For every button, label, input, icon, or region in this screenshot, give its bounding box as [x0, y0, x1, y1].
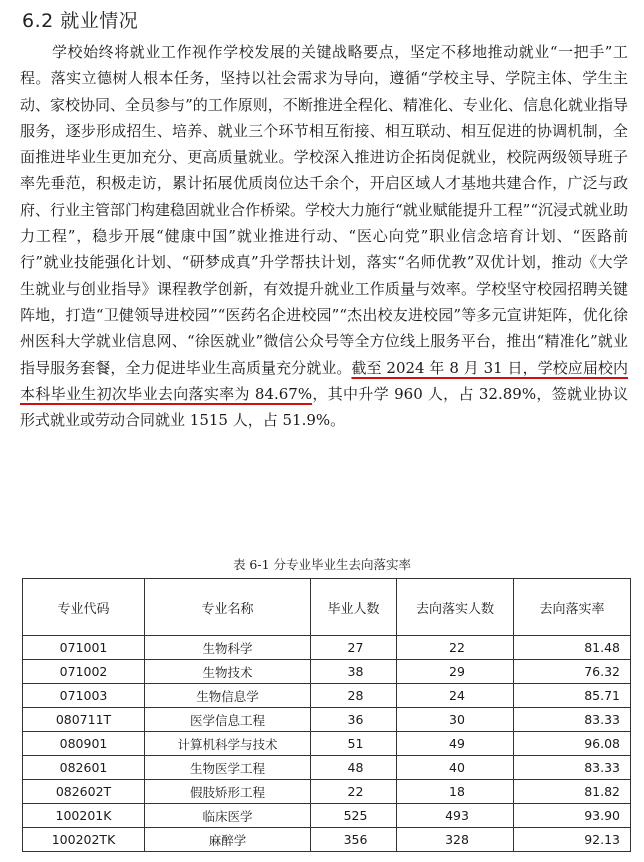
table-row [23, 684, 631, 708]
cell-major-code: 082602T [23, 780, 145, 804]
cell-graduates: 356 [311, 828, 397, 852]
table-row [23, 708, 631, 732]
cell-major-name: 医学信息工程 [145, 708, 311, 732]
cell-graduates: 48 [311, 756, 397, 780]
table-row [23, 732, 631, 756]
cell-major-code: 071003 [23, 684, 145, 708]
cell-graduates: 525 [311, 804, 397, 828]
cell-graduates: 22 [311, 780, 397, 804]
cell-major-name: 麻醉学 [145, 828, 311, 852]
cell-graduates: 38 [311, 660, 397, 684]
paragraph-text-end: ，其中升学 960 人，占 32.89%，签就业协议形式就业或劳动合同就业 1515 人，占 51.9%。 [20, 384, 628, 430]
cell-rate: 83.33 [514, 708, 631, 732]
cell-major-name: 生物科学 [145, 636, 311, 660]
cell-major-code: 082601 [23, 756, 145, 780]
cell-major-name: 假肢矫形工程 [145, 780, 311, 804]
cell-major-code: 071001 [23, 636, 145, 660]
paragraph-text: 学校始终将就业工作视作学校发展的关键战略要点，坚定不移地推动就业“一把手”工程。落实立德树人根本任务，坚持以社会需求为导向，遵循“学校主导、学院主体、学生主动、家校协同、全员参与”的工作原则，不断推进全程化、精准化、专业化、信息化就业指导服务，逐步形成招生、培养、就业三个环节相互衔接、相互联动、相互促进的协调机制，全面推进毕业生更加充分、更高质量就业。学校深入推进访企拓岗促就业，校院两级领导班子率先垂范，积极走访，累计拓展优质岗位达千余个，开启区域人才基地共建合作，广泛与政府、行业主管部门构建稳固就业合作桥梁。学校大力施行“就业赋能提升工程”“沉浸式就业助力工程”，稳步开展“健康中国”就业推进行动、“医心向党”职业信念培育计划、“医路前行”就业技能强化计划、“研梦成真”升学帮扶计划，落实“名师优教”双优计划，推动《大学生就业与创业指导》课程教学创新，有效提升就业工作质量与效率。学校坚守校园招聘关键阵地，打造“卫健领导进校园”“医药名企进校园”“杰出校友进校园”等多元宣讲矩阵，优化徐州医科大学就业信息网、“徐医就业”微信公众号等全方位线上服务平台，推出“精准化”就业指导服务套餐，全力促进毕业生高质量充分就业。 [20, 43, 629, 377]
table-header-row [23, 579, 631, 636]
cell-rate: 93.90 [514, 804, 631, 828]
cell-placed: 24 [397, 684, 514, 708]
cell-placed: 40 [397, 756, 514, 780]
highlighted-statistic: 截至 2024 年 8 月 31 日，学校应届校内本科毕业生初次毕业去向落实率为 84.67% [20, 358, 628, 403]
cell-placed: 328 [397, 828, 514, 852]
header-graduates: 毕业人数 [311, 579, 397, 636]
cell-placed: 18 [397, 780, 514, 804]
cell-placed: 30 [397, 708, 514, 732]
cell-placed: 493 [397, 804, 514, 828]
section-heading: 6.2 就业情况 [22, 10, 139, 32]
cell-major-code: 080901 [23, 732, 145, 756]
header-major-name: 专业名称 [145, 579, 311, 636]
cell-graduates: 51 [311, 732, 397, 756]
cell-rate: 92.13 [514, 828, 631, 852]
table-row [23, 804, 631, 828]
cell-graduates: 28 [311, 684, 397, 708]
cell-major-name: 生物信息学 [145, 684, 311, 708]
table-caption: 表 6-1 分专业毕业生去向落实率 [232, 557, 412, 572]
cell-rate: 76.32 [514, 660, 631, 684]
cell-major-name: 生物技术 [145, 660, 311, 684]
header-rate: 去向落实率 [514, 579, 631, 636]
table-row [23, 660, 631, 684]
cell-graduates: 27 [311, 636, 397, 660]
table-row [23, 756, 631, 780]
table-row [23, 828, 631, 852]
cell-rate: 81.82 [514, 780, 631, 804]
cell-placed: 29 [397, 660, 514, 684]
cell-major-code: 071002 [23, 660, 145, 684]
cell-major-name: 生物医学工程 [145, 756, 311, 780]
header-placed: 去向落实人数 [397, 579, 514, 636]
cell-major-code: 080711T [23, 708, 145, 732]
table-row [23, 636, 631, 660]
employment-paragraph [20, 39, 628, 433]
cell-rate: 83.33 [514, 756, 631, 780]
cell-major-code: 100201K [23, 804, 145, 828]
cell-placed: 22 [397, 636, 514, 660]
table-body [23, 636, 631, 852]
cell-placed: 49 [397, 732, 514, 756]
cell-graduates: 36 [311, 708, 397, 732]
cell-major-name: 临床医学 [145, 804, 311, 828]
header-major-code: 专业代码 [23, 579, 145, 636]
cell-major-code: 100202TK [23, 828, 145, 852]
employment-rate-table [22, 578, 631, 852]
cell-rate: 96.08 [514, 732, 631, 756]
cell-major-name: 计算机科学与技术 [145, 732, 311, 756]
table-row [23, 780, 631, 804]
cell-rate: 81.48 [514, 636, 631, 660]
cell-rate: 85.71 [514, 684, 631, 708]
